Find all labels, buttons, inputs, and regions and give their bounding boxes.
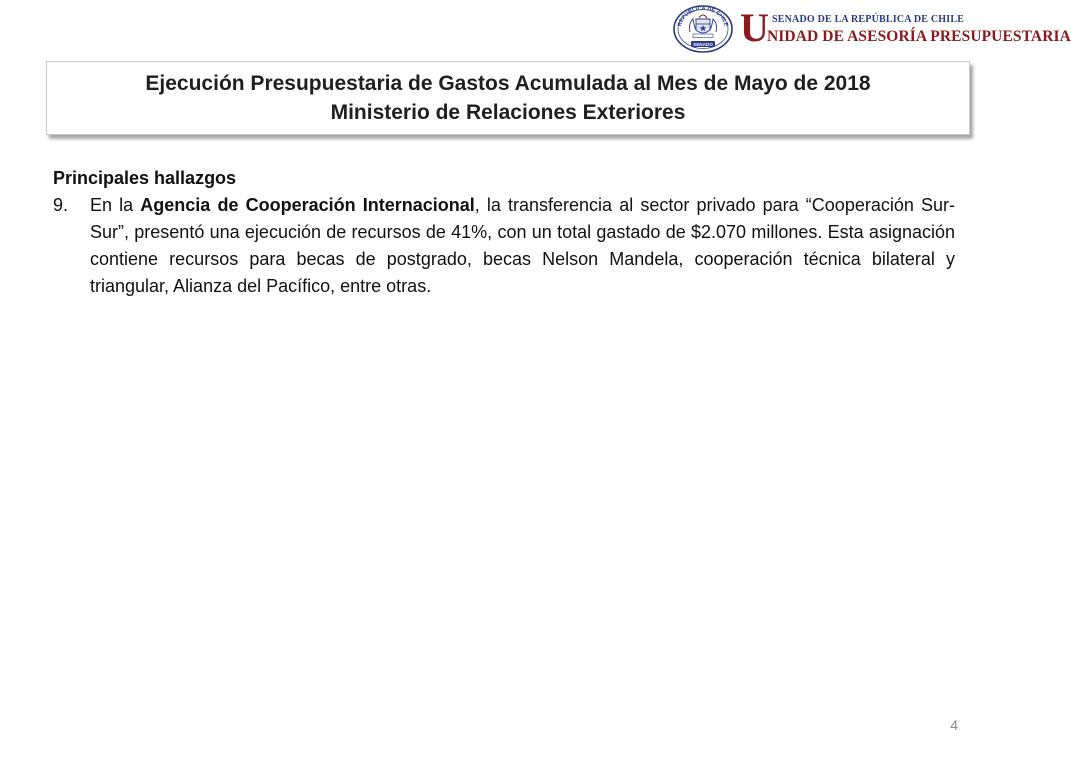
- senado-line: SENADO DE LA REPÚBLICA DE CHILE: [772, 14, 965, 25]
- finding-number: 9.: [53, 195, 69, 215]
- finding-rest: , la transferencia al sector privado para “Cooperación Sur-Sur”, presentó una ejecución de recursos de 41%, con un total gastado de $2.070 millones. Esta asignación contiene recursos para becas de postgrado, becas Nelson Mandela, cooperación técnica bilateral y triangular, Alianza del Pacífico, entre otras.: [90, 195, 955, 296]
- title-box: [46, 61, 970, 135]
- slide-content: [53, 165, 955, 300]
- title-line-1: Ejecución Presupuestaria de Gastos Acumulada al Mes de Mayo de 2018: [145, 72, 871, 95]
- finding-text: [90, 192, 955, 300]
- seal-top-text: REPÚBLICA DE CHILE: [677, 5, 729, 28]
- finding-prefix: En la: [90, 195, 141, 215]
- senado-seal-icon: [672, 4, 734, 54]
- finding-item: [53, 192, 955, 300]
- seal-bottom-text: SENADO: [693, 41, 713, 47]
- page-number: 4: [950, 717, 958, 733]
- wordmark-initial: U: [740, 5, 769, 50]
- finding-agency: Agencia de Cooperación Internacional: [140, 195, 475, 215]
- title-line-2: Ministerio de Relaciones Exteriores: [330, 101, 686, 124]
- unidad-line: NIDAD DE ASESORÍA PRESUPUESTARIA: [767, 28, 1071, 45]
- section-heading: Principales hallazgos: [53, 168, 237, 188]
- senado-logo: [672, 4, 1071, 54]
- unit-wordmark: [740, 5, 1071, 52]
